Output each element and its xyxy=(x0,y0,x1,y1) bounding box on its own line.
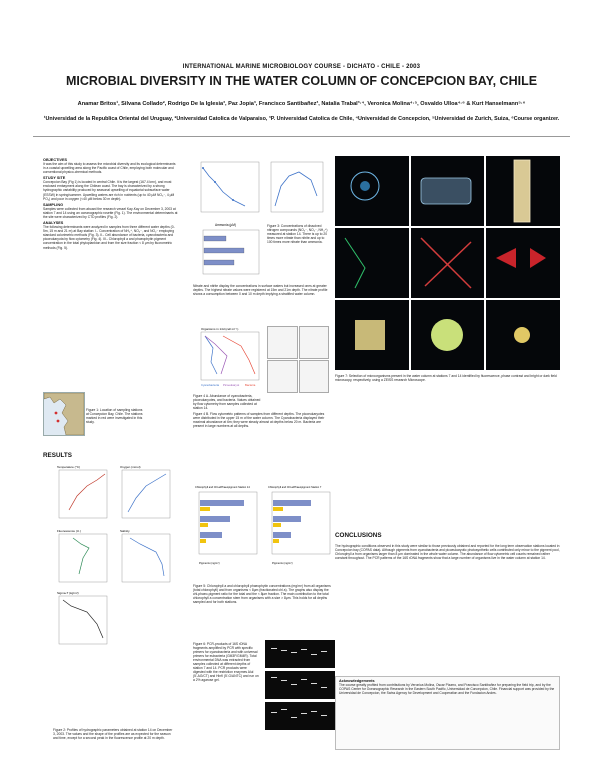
figure-2-profiles xyxy=(53,464,173,664)
figure-5-caption: Figure 5: Chlorophyll a and chlorophyll phaeophytin concentrations (mg/m³) from all organisms (total chlorophyll) and from organisms < 8µm (fractionated chl a). The graphs also display the chl-phaeo-pigment ratio for the total and the < 8µm fraction. The main contribution to the total chlorophyll a concentration stem from organisms with a size > 8µm. This holds for all depths sampled and for both stations. xyxy=(193,584,331,604)
sigma-t-profile-chart xyxy=(53,590,110,648)
temperature-profile-chart xyxy=(53,464,110,522)
micrograph-photo xyxy=(411,156,485,226)
chlorophyll-station14-chart xyxy=(193,484,260,576)
figure-3-ammonia xyxy=(193,222,263,280)
fluorescence-label: Fluorescence (U.) xyxy=(57,529,81,533)
ammonia-bar-chart xyxy=(193,222,263,280)
cell-abundance-chart xyxy=(193,326,263,390)
figure-3-caption: Figure 3: Concentrations of dissolved nitrogen compounds (NO₃⁻, NO₂⁻, NH₄⁺) measured at station 14. There is up to 20 times more nitrate than nitrite and up to 100 times more nitrate than ammonia. xyxy=(267,224,328,244)
nitrate-profile-chart xyxy=(193,156,263,218)
figure-7-micrographs xyxy=(335,156,560,456)
figure-4a-caption: Figure 4 A. Abundance of cyanobacteria, picoeukaryotes, and bacteria. Values obtained by flow cytometry from samples collected at station 14. xyxy=(193,394,261,410)
figure-1-map xyxy=(43,392,85,436)
figure-3-panel xyxy=(193,156,263,218)
poster-title: MICROBIAL DIVERSITY IN THE WATER COLUMN OF CONCEPCION BAY, CHILE xyxy=(65,74,538,88)
chlorophyll-station7-chart xyxy=(266,484,333,576)
micrograph-photo xyxy=(335,300,409,370)
fig5-title-14: Chlorophyll and Chl-a/Phaeopigment Station 14 xyxy=(195,486,250,489)
micrograph-photo xyxy=(411,300,485,370)
figure-5-charts xyxy=(193,484,333,580)
poster xyxy=(33,64,570,749)
analyses-text: The following determinants were analyzed in samples from three different water depths (0-5m, 15 m and 21 m) at Bay station: I.- Concentration of NH₄⁺, NO₃⁻, and NO₂⁻ employing standard colorimetric methods (Fig. 3). II.- Cell abundance of bacteria, cyanobacteria and picoeukaryota by flow cytometry (Fig. 4). III.- Chlorophyll a and phaeophytin pigment concentration in the total phytoplankton and from the size fraction < 8 µm by fluorometric methods (Fig. 5). xyxy=(43,225,175,250)
figure-6-caption: Figure 6: PCR-products of 16S rDNA fragments amplified by PCR with specific primers for cyanobacteria and with universal primers for eubacteria (GM3F/GM4R). Total environmental DNA was extracted from samples collected at different depths of station 7 and 14. PCR products were digested with the restriction enzymes AluI (5'-AG/CT) and HinfI (5'-G/ANTC) and run on a 2% agarose gel. xyxy=(193,642,259,682)
author-list: Anamar Britos¹, Silvana Collado², Rodrigo De la Iglesia³, Paz Jopia³, Francisco Santibañez³, Natalia Trabal³·⁴, Veronica Molina⁴·⁵, Osvaldo Ulloa⁴·⁶ & Kurt Hanselmann⁵·⁶ xyxy=(77,101,526,107)
figure-3-text: Nitrate and nitrite display the concentrations in surface waters but increased ones at greater depths. The highest nitrate values were registered at 15m and 21m depth. The nitrate profile shows a consumption between 0 and 10 m depth implying a stratified water column. xyxy=(193,284,328,297)
bay-map-icon xyxy=(44,393,84,435)
figure-1-caption: Figure 1: Location of sampling stations at Concepcion Bay, Chile. The stations marked in red were investigated in this study. xyxy=(86,408,143,424)
conclusions-heading: CONCLUSIONS xyxy=(335,532,382,539)
figure-4-title: Organisms in 14d (cell ml⁻¹) xyxy=(201,327,239,331)
cytometry-plot xyxy=(267,326,298,359)
figure-6-gels xyxy=(265,640,335,730)
cytometry-plot xyxy=(299,326,330,359)
legend-cyanobacteria: Cyanobacteria xyxy=(201,383,220,387)
objectives-heading: OBJECTIVES xyxy=(43,158,68,162)
ammonia-title: Ammonia (µM) xyxy=(215,223,236,227)
figure-7-caption: Figure 7: Selection of microorganisms present in the water column at stations 7 and 14 identified by fluorescence, phase contrast and bright or dark field microscopy, respectively, using a ZEISS research Microscope. xyxy=(335,374,557,382)
sigma-t-label: Sigma-T (kg/m³) xyxy=(57,591,79,595)
legend-picoeukaryot: Picoeukaryot xyxy=(223,383,240,387)
agarose-gel-image xyxy=(265,640,335,668)
affiliation-list: ¹Universidad de la Republica Oriental del Uruguay, ²Universidad Catolica de Valparaiso, ³P. Universidad Catolica de Chile, ⁴Universidad de Concepcion, ⁵Universidad de Zurich, Suiza, ⁶Course organizer. xyxy=(43,116,560,122)
fig5-axis-7: Pigments (mg/m³) xyxy=(272,562,293,565)
cytometry-plot xyxy=(299,360,330,393)
sampling-heading: SAMPLING xyxy=(43,202,64,207)
left-column xyxy=(43,156,178,386)
oxygen-label: Oxygen (mmol) xyxy=(120,465,141,469)
acknowledgements-heading: Acknowledgements xyxy=(339,679,375,683)
nitrite-profile-chart xyxy=(267,156,327,218)
micrograph-photo xyxy=(486,300,560,370)
fig5-axis-14: Pigments (mg/m³) xyxy=(199,562,220,565)
micrograph-photo xyxy=(411,228,485,298)
study-site-heading: STUDY SITE xyxy=(43,176,66,181)
micrograph-photo xyxy=(486,228,560,298)
sampling-text: Samples were collected from aboard the research vessel Kay-Kay on December 3, 2003 at station 7 and 14 using an oceanographic rosette (Fig. 1). The environmental determinants at the site were characterized by CTD profiles (Fig. 2). xyxy=(43,206,178,219)
micrograph-photo xyxy=(335,228,409,298)
fluorescence-profile-chart xyxy=(53,528,110,586)
oxygen-profile-chart xyxy=(116,464,173,522)
temperature-label: Temperature (°C) xyxy=(57,465,81,469)
course-title: INTERNATIONAL MARINE MICROBIOLOGY COURSE - DICHATO - CHILE - 2003 xyxy=(182,64,421,70)
legend-bacteria: Bacteria xyxy=(245,383,256,387)
micrograph-photo xyxy=(486,156,560,226)
figure-3-panel-2 xyxy=(267,156,327,218)
header-divider xyxy=(33,136,570,137)
figure-4b-caption: Figure 4 B. Flow cytometric patterns of samples from different depths. The picoeukaryotes were distributed in the upper 15 m of the water column. The Cyanobacteria displayed their maximal abundance at 6m; they were steady almost at depths below 20 m. Bacteria are present in large numbers at all depths. xyxy=(193,412,325,428)
salinity-profile-chart xyxy=(116,528,173,586)
agarose-gel-image xyxy=(265,671,335,699)
figure-4a xyxy=(193,326,263,390)
acknowledgements-text: The course greatly profited from contributions by Veronica Molina, Oscar Pizarro, and Francisco Santibañez for preparing the field trip, and by the COPAS Center for Oceanographic Research in the Eastern South Pacific, Universidad de Concepcion, Chile. Financial support was provided by the Universidad de Concepcion, the Swiss Agency for Development and Cooperation and the Fundacion Andes. xyxy=(339,683,555,696)
acknowledgements-box xyxy=(335,676,560,750)
analyses-heading: ANALYSES xyxy=(43,221,64,226)
figure-4b-grid xyxy=(267,326,329,390)
figure-2-caption: Figure 2: Profiles of hydrographic parameters obtained at station 14 on December 3, 2003. The values and the shape of the profiles are as expected for the season and time, except for a second peak in the fluorescence profile at 20 m depth. xyxy=(53,728,173,740)
cytometry-plot xyxy=(267,360,298,393)
conclusions-text: The hydrographic conditions observed in this study were similar to those previously obtained and reported for the long term observation stations located in Concepcion bay (COPAS data). Although pigments from cyanobacteria and picoeukaryotic photosynthetic cells contributed only minor to the pigment pool, Chlorophyll a from organisms larger than 8 µm dominated in the whole water column. The abundance of flow cytometric cell counts remained rather constant throughout. The PCR patterns of the 16S rDNA fragments show that a large number of organisms live in the water column at station 14. xyxy=(335,544,560,561)
results-heading: RESULTS xyxy=(43,452,72,459)
salinity-label: Salinity xyxy=(120,529,130,533)
study-site-text: Concepcion Bay (Fig 1) is located in central Chile. It is the largest (167.4 km²), and most enclosed embayment along the Chilean coast. The bay is characterized by a strong hydrographic variability produced by seasonal upwelling of equatorial subsurface water (ESSW) in spring/summer. Upwelling waters are rich in nutrients (up to 40 μM NO₃⁻, 4 μM PO₄) and poor in oxygen (<40 μM below 30 m depth). xyxy=(43,180,175,201)
objectives-text: It was the aim of this study to assess the microbial diversity and its ecological determinants in a coastal upwelling area along the Pacific coast of Chile, employing both molecular and conventional physico-chemical methods. xyxy=(43,162,176,175)
agarose-gel-image xyxy=(265,702,335,730)
micrograph-photo xyxy=(335,156,409,226)
fig5-title-7: Chlorophyll and Chl-a/Phaeopigment Station 7 xyxy=(268,486,322,489)
